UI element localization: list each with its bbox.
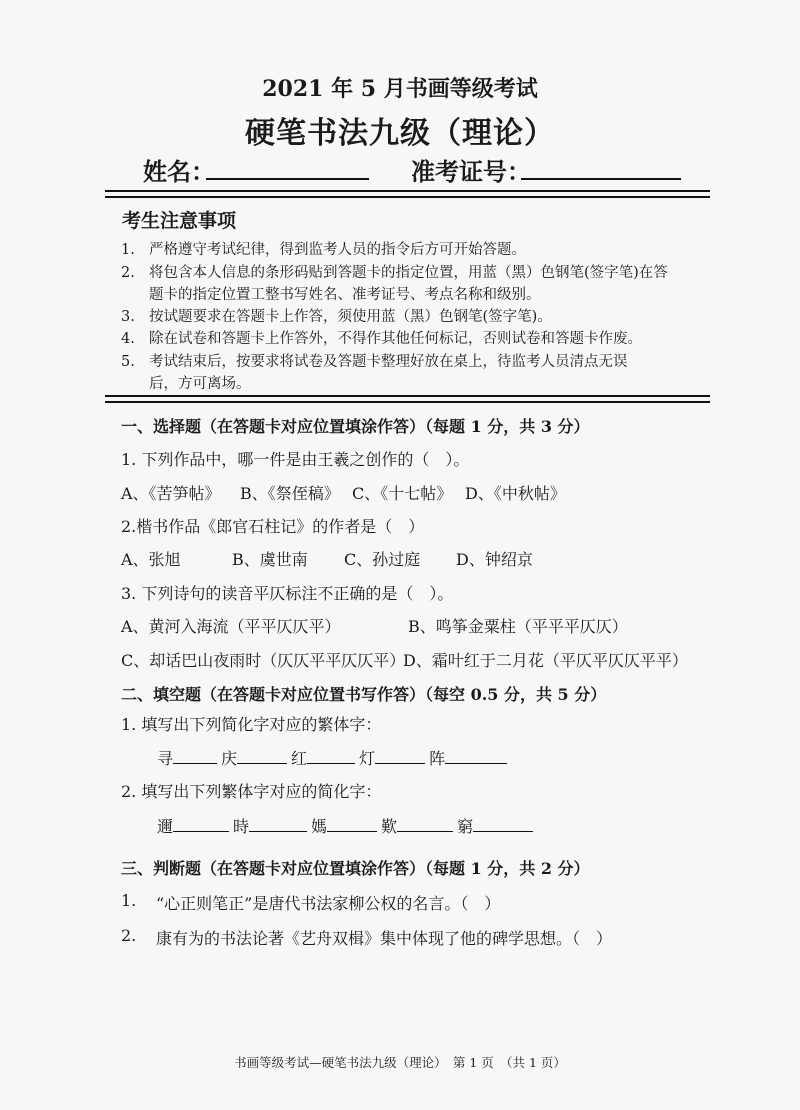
notice-item-number: 4. (121, 331, 135, 347)
notice-item-text: 将包含本人信息的条形码贴到答题卡的指定位置，用蓝（黑）色钢笔(签字笔)在答 (149, 265, 668, 281)
notice-item-continued: 后，方可离场。 (149, 376, 251, 392)
question-text: 2. 填写出下列繁体字对应的简化字： (121, 782, 382, 801)
fill-char: 時 (233, 817, 250, 836)
notice-item (121, 240, 526, 261)
option: C、孙过庭 (344, 550, 421, 569)
exam-id-field[interactable] (521, 178, 681, 180)
option: C、却话巴山夜雨时（仄仄平平仄仄平） (121, 651, 406, 670)
fill-blank[interactable] (327, 817, 377, 832)
section-heading-choice: 一、选择题（在答题卡对应位置填涂作答）（每题 1 分，共 3 分） (121, 417, 590, 436)
fill-blank[interactable] (473, 817, 533, 832)
option: D、霜叶红于二月花（平仄平仄仄平平） (403, 651, 688, 670)
fill-char: 歎 (381, 817, 398, 836)
fill-blank[interactable] (173, 817, 229, 832)
fill-char: 灯 (359, 749, 376, 768)
notice-item-text: 按试题要求在答题卡上作答，须使用蓝（黑）色钢笔(签字笔)。 (149, 309, 552, 325)
option: A、《苦笋帖》 (121, 484, 221, 503)
notice-item-text: 考试结束后，按要求将试卷及答题卡整理好放在桌上，待监考人员清点无误 (149, 354, 628, 370)
fill-blank[interactable] (173, 749, 217, 764)
option: C、《十七帖》 (352, 484, 453, 503)
option: B、虞世南 (232, 550, 308, 569)
notice-item (121, 263, 668, 284)
fill-blank[interactable] (445, 749, 507, 764)
divider-mid-2 (105, 401, 710, 403)
notice-item-number: 3. (121, 309, 135, 325)
fill-blank[interactable] (375, 749, 425, 764)
question-number: 2. (121, 926, 137, 945)
option: B、《祭侄稿》 (240, 484, 340, 503)
notice-item-text: 除在试卷和答题卡上作答外，不得作其他任何标记，否则试卷和答题卡作废。 (149, 331, 642, 347)
fill-blank[interactable] (237, 749, 287, 764)
question-number: 1. (121, 891, 137, 910)
option: B、鸣筝金粟柱（平平平仄仄） (408, 617, 628, 636)
option: D、《中秋帖》 (465, 484, 566, 503)
option: A、张旭 (121, 550, 181, 569)
fill-blank[interactable] (249, 817, 307, 832)
notice-item-number: 1. (121, 242, 135, 258)
question-text: 康有为的书法论著《艺舟双楫》集中体现了他的碑学思想。（ ） (156, 929, 613, 948)
exam-id-label: 准考证号： (411, 157, 531, 186)
exam-title: 2021 年 5 月书画等级考试 (262, 76, 538, 102)
question-text: 2.楷书作品《郎官石柱记》的作者是（ ） (121, 517, 425, 536)
fill-blank[interactable] (397, 817, 453, 832)
fill-char: 媽 (311, 817, 328, 836)
notice-item-text: 严格遵守考试纪律，得到监考人员的指令后方可开始答题。 (149, 242, 526, 258)
question-text: 3. 下列诗句的读音平仄标注不正确的是（ ）。 (121, 584, 454, 603)
question-text: “心正则笔正”是唐代书法家柳公权的名言。（ ） (156, 894, 501, 913)
option: D、钟绍京 (456, 550, 533, 569)
divider-mid-1 (105, 395, 710, 397)
fill-char: 窮 (457, 817, 474, 836)
divider-top-2 (105, 196, 710, 198)
divider-top-1 (105, 190, 710, 192)
notice-item (121, 329, 642, 350)
fill-blank[interactable] (307, 749, 355, 764)
question-text: 1. 下列作品中，哪一件是由王羲之创作的（ ）。 (121, 450, 470, 469)
fill-char: 红 (291, 749, 308, 768)
question-text: 1. 填写出下列简化字对应的繁体字： (121, 715, 382, 734)
notice-title: 考生注意事项 (122, 210, 237, 232)
notice-item-number: 2. (121, 265, 135, 281)
section-heading-judge: 三、判断题（在答题卡对应位置填涂作答）（每题 1 分，共 2 分） (121, 859, 590, 878)
fill-row (157, 746, 507, 769)
page-footer: 书画等级考试—硬笔书法九级（理论） 第 1 页 （共 1 页） (234, 1055, 566, 1070)
fill-char: 邇 (157, 817, 174, 836)
fill-char: 寻 (157, 749, 174, 768)
notice-item (121, 352, 628, 373)
notice-item-number: 5. (121, 354, 135, 370)
fill-char: 阵 (429, 749, 446, 768)
name-label: 姓名： (143, 157, 215, 186)
name-field[interactable] (206, 178, 369, 180)
option: A、黄河入海流（平平仄仄平） (121, 617, 341, 636)
fill-char: 庆 (221, 749, 238, 768)
section-heading-fill: 二、填空题（在答题卡对应位置书写作答）（每空 0.5 分，共 5 分） (121, 685, 607, 704)
notice-item (121, 307, 552, 328)
fill-row (157, 814, 533, 837)
notice-item-continued: 题卡的指定位置工整书写姓名、准考证号、考点名称和级别。 (149, 287, 541, 303)
exam-subtitle: 硬笔书法九级（理论） (245, 116, 555, 151)
